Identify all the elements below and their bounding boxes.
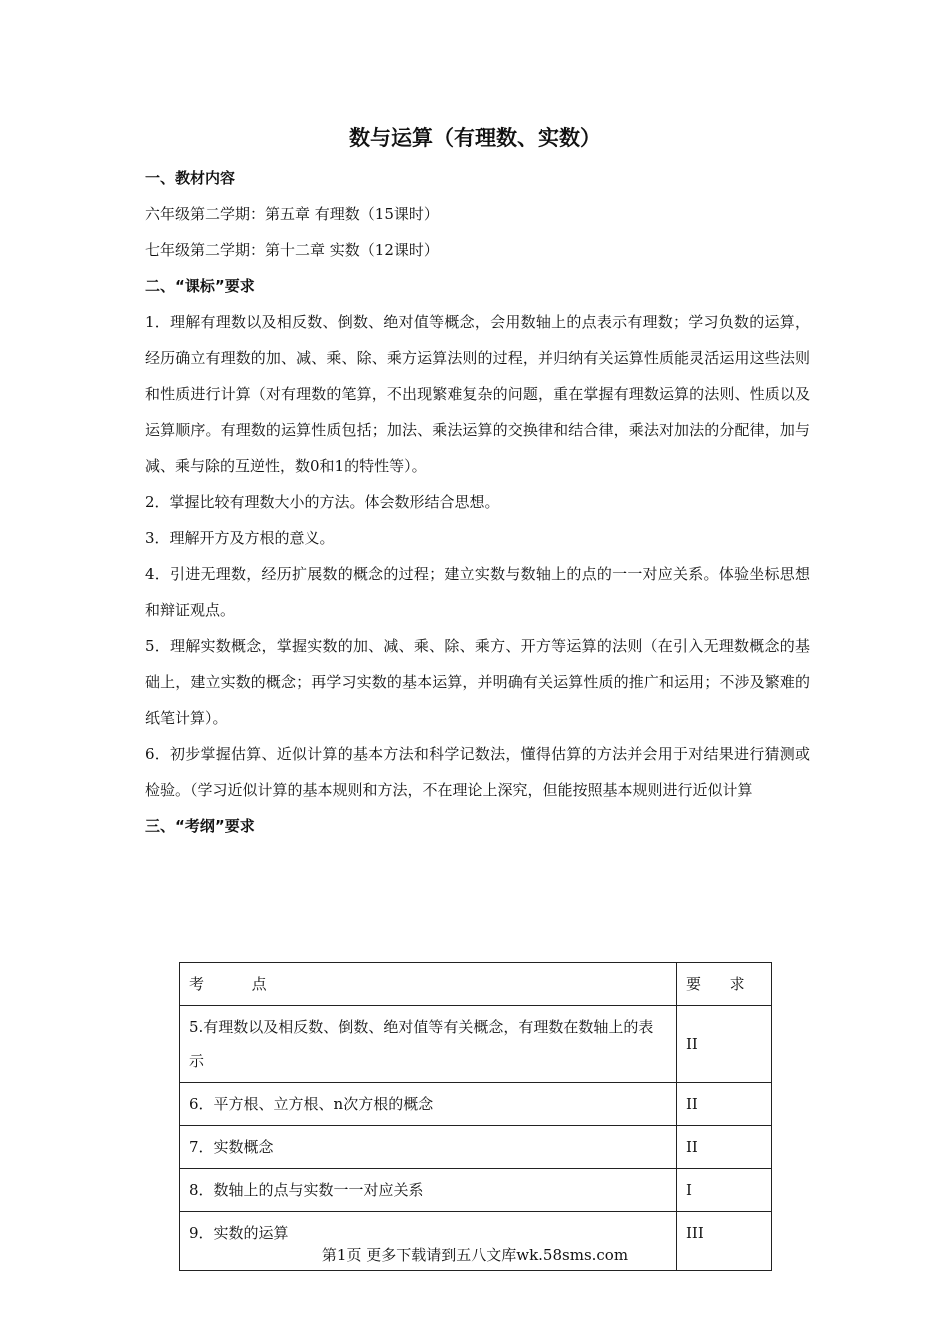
- standard-item: 4．引进无理数，经历扩展数的概念的过程；建立实数与数轴上的点的一一对应关系。体验坐标思想和辩证观点。: [145, 565, 810, 619]
- table-row: [180, 1083, 772, 1126]
- table-row: [180, 1126, 772, 1169]
- standard-item: 1．理解有理数以及相反数、倒数、绝对值等概念，会用数轴上的点表示有理数；学习负数的运算，经历确立有理数的加、减、乘、除、乘方运算法则的过程，并归纳有关运算性质能灵活运用这些法则和性质进行计算（对有理数的笔算，不出现繁难复杂的问题，重在掌握有理数运算的法则、性质以及运算顺序。有理数的运算性质包括；加法、乘法运算的交换律和结合律，乘法对加法的分配律，加与减、乘与除的互逆性，数0和1的特性等）。: [145, 313, 810, 475]
- section-heading-textbook: 一、教材内容: [145, 169, 236, 187]
- table-cell-requirement: II: [677, 1126, 772, 1169]
- page-footer: 第1页 更多下载请到五八文库wk.58sms.com: [321, 1246, 629, 1264]
- standard-item: 3．理解开方及方根的意义。: [145, 529, 335, 547]
- table-header-requirement: 要 求: [677, 963, 772, 1006]
- table-header-row: [180, 963, 772, 1006]
- textbook-line: 七年级第二学期：第十二章 实数（12课时）: [145, 241, 439, 259]
- table-row: [180, 1169, 772, 1212]
- table-cell-requirement: II: [677, 1006, 772, 1083]
- standard-item: 5．理解实数概念，掌握实数的加、减、乘、除、乘方、开方等运算的法则（在引入无理数概念的基础上，建立实数的概念；再学习实数的基本运算，并明确有关运算性质的推广和运用；不涉及繁难的纸笔计算）。: [145, 637, 810, 727]
- table-cell-requirement: III: [677, 1212, 772, 1271]
- table-cell-topic: 6．平方根、立方根、n次方根的概念: [180, 1083, 677, 1126]
- table-cell-topic: 9．实数的运算: [180, 1212, 677, 1271]
- page-title: 数与运算（有理数、实数）: [349, 126, 601, 150]
- section-heading-standards: 二、“课标”要求: [145, 277, 255, 295]
- standard-item: 2．掌握比较有理数大小的方法。体会数形结合思想。: [145, 493, 500, 511]
- table-cell-topic: 7．实数概念: [180, 1126, 677, 1169]
- table-cell-requirement: II: [677, 1083, 772, 1126]
- table-cell-topic: 8．数轴上的点与实数一一对应关系: [180, 1169, 677, 1212]
- section-heading-exam-outline: 三、“考纲”要求: [145, 817, 255, 835]
- exam-outline-table: [179, 962, 772, 1271]
- table-row: [180, 1006, 772, 1083]
- table-cell-topic: 5.有理数以及相反数、倒数、绝对值等有关概念，有理数在数轴上的表示: [180, 1006, 677, 1083]
- textbook-line: 六年级第二学期：第五章 有理数（15课时）: [145, 205, 439, 223]
- table-cell-requirement: I: [677, 1169, 772, 1212]
- document-body: [145, 160, 810, 844]
- standard-item: 6．初步掌握估算、近似计算的基本方法和科学记数法，懂得估算的方法并会用于对结果进行猜测或检验。（学习近似计算的基本规则和方法，不在理论上深究，但能按照基本规则进行近似计算: [145, 745, 810, 799]
- table-header-topic: 考 点: [180, 963, 677, 1006]
